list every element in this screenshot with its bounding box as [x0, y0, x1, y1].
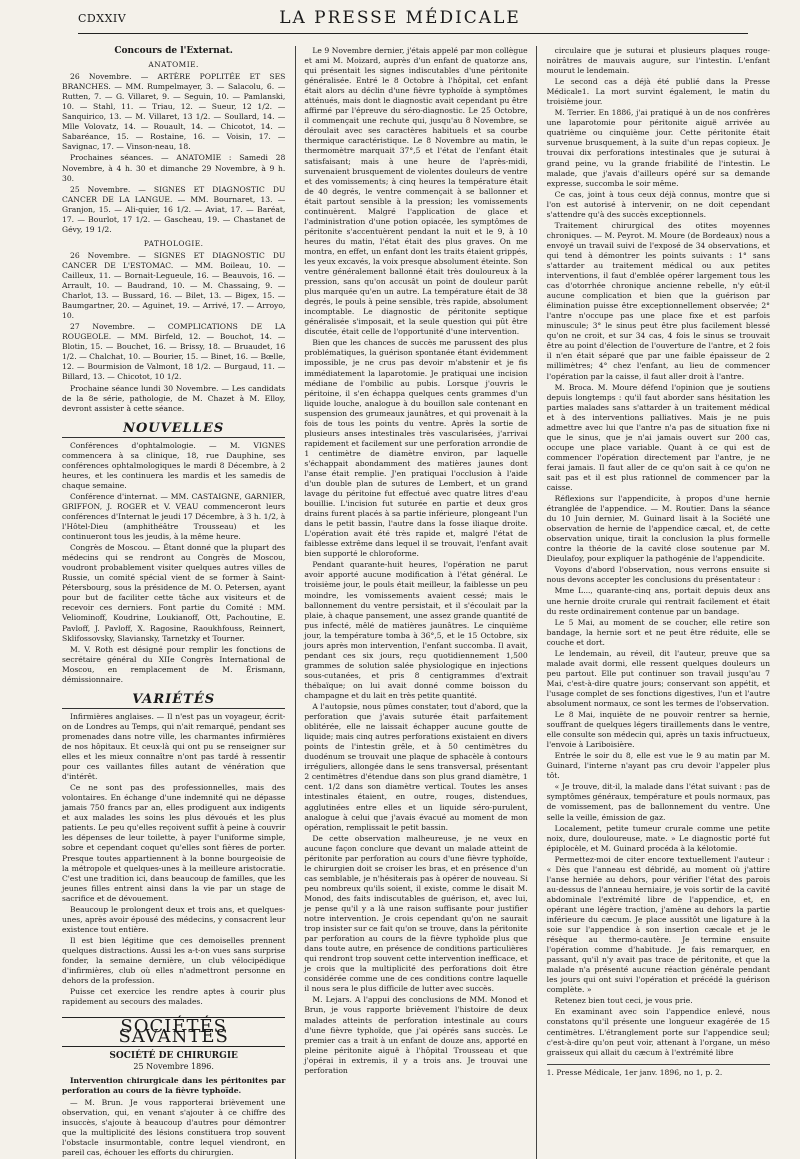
societes-savantes-heading: SOCIÉTÉS SAVANTES: [62, 1017, 285, 1047]
appendicite-para: Réflexions sur l'appendicite, à propos d'une hernie étranglée de l'appendice. — M. Routier. Dans la séance du 10 Juin dernier, M. Guinard lisait à la Société une observation de hernie de l'appendice cæcal, et, de cette observation unique, tirait la conclusion la plus formelle contre la théorie de la cavité close soutenue par M. Dieulafoy, pour expliquer la pathogénie de l'appendicite.: [546, 494, 770, 564]
news-congres-moscou: Congrès de Moscou. — Étant donné que la plupart des médecins qui se rendront au Congrès de Moscou, voudront probablement visiter quelques autres villes de Russie, un comité spécial vient de se former à Saint-Pétersbourg, sous la présidence de M. O. Petersen, ayant pour but de faciliter cette tâche aux visiteurs et de recevoir ces derniers. Font partie du Comité : MM. Veliominoff, Koudrine, Loukianoff, Ott, Pachoutine, E. Pavloff, J. Pavloff, X. Ragosine, Raoukhfouss, Reinnert, Sklifossovsky, Slaviansky, Tarnetzky et Tourner.: [62, 543, 286, 643]
varietes-para-1: Infirmières anglaises. — Il n'est pas un voyageur, écrit-on de Londres au Temps, qui n'ait remarqué, pendant ses promenades dans notre ville, les charmantes infirmières de nos hôpitaux. Et ceux-là qui ont pu se renseigner sur elles et les mieux connaître n'ont pas tardé à ressentir pour ces vaillantes filles autant de vénération que d'intérêt.: [62, 711, 286, 782]
intervention-heading: Intervention chirurgicale dans les péritonites par perforation au cours de la fièvre typhoïde.: [62, 1076, 286, 1096]
broca-para: M. Broca. M. Moure défend l'opinion que je soutiens depuis longtemps : qu'il faut aborder sans hésitation les parties malades sans s'attarder à un traitement médical et à des interventions palliatives. Mais je ne puis admettre avec lui que l'antre n'a pas de situation fixe ni que le sinus, que je n'ai jamais ouvert sur 200 cas, occupe une place variable. Quant à ce qui est de commencer l'opération directement par l'antre, je ne ferai jamais. Il faut aller de ce qu'on sait à ce qu'on ne sait pas et il est plus rationnel de commencer par la caisse.: [546, 382, 770, 493]
pathologie-heading: PATHOLOGIE.: [143, 238, 204, 248]
lejars-continued: circulaire que je suturai et plusieurs plaques rouge-noirâtres de mauvais augure, sur l'intestin. L'enfant mourut le lendemain.: [546, 46, 770, 76]
pathologie-results-27: 27 Novembre. — COMPLICATIONS DE LA ROUGEOLE. — MM. Birfeld, 12. — Bouchot, 14. — Blotin, 15. — Bouchet, 16. — Brissy, 18. — Bruaudet, 16 1/2. — Chalchat, 10. — Bourier, 15. — Binet, 16. — Bœlle, 12. — Bourmision de Valmont, 18 1/2. — Burgaud, 11. — Billard, 13. — Chicotot, 10 1/2.: [62, 322, 286, 382]
header-rule: [78, 33, 748, 34]
session-date: 25 Novembre 1896.: [133, 1062, 214, 1072]
observation-quote-1: « Je trouve, dit-il, la malade dans l'état suivant : pas de symptômes généraux, température et pouls normaux, pas de vomissement, pas de ballonnement du ventre. Une selle la veille, émission de gaz.: [546, 782, 770, 822]
brun-conclusion-para: De cette observation malheureuse, je ne veux en aucune façon conclure que devant un malade atteint de péritonite par perforation au cours d'une fièvre typhoïde, le chirurgien doit se croiser les bras, et en présence d'un cas semblable, je n'hésiterais pas à opérer de nouveau. Si peu nombreux qu'ils soient, il existe, comme le disait M. Monod, des faits indiscutables de guérison, et, avec lui, je pense qu'il y a là une raison suffisante pour justifier notre intervention. Je crois cependant qu'on ne saurait trop insister sur ce fait qu'on se trouve, dans la péritonite par perforation au cours de la fièvre typhoïde plus que dans toute autre, en présence de conditions particulières qui rendront trop souvent cette intervention inefficace, et je crois que la multiplicité des perforations doit être considérée comme une de ces conditions contre laquelle il nous sera le plus difficile de lutter avec succès.: [304, 833, 528, 994]
anatomie-heading: ANATOMIE.: [148, 60, 199, 70]
varietes-heading: VARIÉTÉS: [62, 695, 285, 709]
brun-case-para-3: Pendant quarante-huit heures, l'opération ne parut avoir apporté aucune modification à l'état général. Le troisième jour, le pouls était meilleur, la faiblesse un peu moindre, les vomissements avaient cessé; mais le ballonnement du ventre persistait, et il s'écoulait par la plaie, à chaque pansement, une assez grande quantité de pus infecté, mêlé de matières jaunâtres. Le cinquième jour, la température tomba à 36°,5, et le 15 Octobre, six jours après mon intervention, l'enfant succomba. Il avait, pendant ces six jours, reçu quotidiennement 1,500 grammes de solution salée physiologique en injections sous-cutanées, et pris 8 centigrammes d'extrait thébaïque; on lui avait donné comme boisson du champagne et du lait en très petite quantité.: [304, 560, 528, 700]
observation-para-3: Le lendemain, au réveil, dit l'auteur, preuve que sa malade avait dormi, elle ressent quelques douleurs un peu partout. Elle put continuer son travail jusqu'au 7 Mai, c'est-à-dire quatre jours; conservant son appétit, et l'usage complet de ses fonctions digestives, l'un et l'autre absolument normaux, ce sont les termes de l'observation.: [546, 648, 770, 708]
concours-heading: Concours de l'Externat.: [114, 46, 233, 56]
observation-para-2: Le 5 Mai, au moment de se coucher, elle retire son bandage, la hernie sort et ne peut être réduite, elle se couche et dort.: [546, 617, 770, 647]
text-columns: [62, 46, 770, 1159]
column-left: [62, 46, 285, 1159]
observation-para-5: Entrée le soir du 8, elle est vue le 9 au matin par M. Guinard, l'interne n'ayant pas cru devoir l'appeler plus tôt.: [546, 751, 770, 781]
column-right: [547, 46, 770, 1159]
otites-para: Traitement chirurgical des otites moyennes chroniques. — M. Peyrot. M. Moure (de Bordeaux) nous a envoyé un travail suivi de l'exposé de 34 observations, et qui tend à démontrer les points suivants : 1° sans s'attarder au traitement médical ou aux petites interventions, il faut d'emblée opérer largement tous les cas d'otorrhée chronique ancienne rebelle, n'y eût-il aucune complication et bien que la guérison par élimination puisse être exceptionnellement observée; 2° l'antre n'occupe pas une place fixe et est parfois minuscule; 3° le sinus peut être plus facilement blessé qu'on ne croit, et sur 34 cas, 4 fois le sinus se trouvait être au point d'élection de l'ouverture de l'antre, et 2 fois il n'en était séparé que par une faible épaisseur de 2 millimètres; 4° chez l'enfant, au lieu de commencer l'opération par la caisse, il faut aller droit à l'antre.: [546, 220, 770, 381]
nouvelles-heading: NOUVELLES: [62, 424, 285, 438]
news-roth-secretaire: M. V. Roth est désigné pour remplir les fonctions de secrétaire général du XIIe Congrès International de Moscou, en remplacement de M. Érismann, démissionnaire.: [62, 644, 286, 684]
pathologie-next-session: Prochaine séance lundi 30 Novembre. — Les candidats de la 8e série, pathologie, de M. Chazet à M. Elloy, devront assister à cette séance.: [62, 383, 286, 413]
varietes-para-2: Ce ne sont pas des professionnelles, mais des volontaires. En échange d'une indemnité qui ne dépasse jamais 750 francs par an, elles prodiguent aux indigents et aux malades les soins les plus dévoués et les plus patients. Le peu qu'elles reçoivent suffit à peine à couvrir les dépenses de leur toilette, à payer l'uniforme simple, sobre et cependant coquet qu'elles sont fières de porter. Presque toutes appartiennent à la bonne bourgeoisie de la métropole et quelques-unes à la meilleure aristocratie. C'est une tradition ici, dans beaucoup de familles, que les jeunes filles entrent ainsi dans la vie par un stage de sacrifice et de dévouement.: [62, 783, 286, 903]
footnote: 1. Presse Médicale, 1er janv. 1896, no 1, p. 2.: [547, 1064, 770, 1078]
news-internat: Conférence d'internat. — MM. CASTAIGNE, GARNIER, GRIFFON, J. ROGER et V. VEAU commenceront leurs conférences d'Internat le jeudi 17 Décembre, à 3 h. 1/2, à l'Hôtel-Dieu (amphithéâtre Trousseau) et les continueront tous les jeudis, à la même heure.: [62, 491, 286, 542]
observation-quote-2: Localement, petite tumeur crurale comme une petite noix, dure, douloureuse, mate. » Le diagnostic porté fut épiplocèle, et M. Guinard procéda à la kélotomie.: [546, 823, 770, 853]
anatomie-results: 26 Novembre. — ARTÈRE POPLITÉE ET SES BRANCHES. — MM. Rumpelmayer, 3. — Salacolu, 6. — Rutten, 7. — G. Villaret, 9. — Seguin, 10. — Pamlanski, 10. — Stahl, 11. — Triau, 12. — Sueur, 12 1/2. — Sanquirico, 13. — M. Villaret, 13 1/2. — Soullard, 14. — Mlle Volovatz, 14. — Rouault, 14. — Chicotot, 14. — Sabaréance, 15. — Rostaine, 16. — Voisin, 17. — Savignac, 17. — Vinson-neau, 18.: [62, 72, 286, 152]
page-folio: CDXXIV: [78, 12, 127, 25]
observation-para-1: Mme L..., quarante-cinq ans, portait depuis deux ans une hernie droite crurale qui rentrait facilement et était du reste ordinairement contenue par un bandage.: [546, 586, 770, 616]
terrier-para: M. Terrier. En 1886, j'ai pratiqué à un de nos confrères une laparotomie pour péritonite aiguë arrivée au quatrième ou cinquième jour. Cette péritonite était survenue brusquement, à la suite d'un repas copieux. Je trouvai dix perforations intestinales que je suturai à grand peine, vu la grande friabilité de l'intestin. Le malade, que j'avais d'ailleurs opéré sur sa demande expresse, succomba le soir même.: [546, 108, 770, 188]
observation-remark: Retenez bien tout ceci, je vous prie.: [554, 996, 693, 1006]
pathologie-results: 26 Novembre. — SIGNES ET DIAGNOSTIC DU CANCER DE L'ESTOMAC. — MM. Boileau, 10. — Cailleux, 11. — Bornait-Legueule, 16. — Beauvois, 16. — Arrault, 10. — Baudrand, 10. — M. Chassaing, 9. — Charlot, 13. — Bussard, 16. — Bilet, 13. — Bigex, 15. — Baumgartner, 20. — Aguinet, 19. — Arrivé, 17. — Arroyo, 10.: [62, 250, 286, 321]
journal-title: LA PRESSE MÉDICALE: [279, 8, 521, 28]
observation-quote-3: Permettez-moi de citer encore textuellement l'auteur : « Dès que l'anneau est débridé, au moment où j'attire l'anse herniée au dehors, pour vérifier l'état des parois au-dessus de l'anneau herniaire, je vois sortir de la cavité abdominale l'extrémité libre de l'appendice, et, en opérant une légère traction, j'amène au dehors la partie inférieure du cæcum. Je place aussitôt une ligature à la soie sur l'appendice à son insertion cæcale et je le résèque au thermo-cautère. Je termine ensuite l'opération comme d'habitude. Je fais remarquer, en passant, qu'il n'y avait pas trace de péritonite, et que la malade n'a présenté aucune réaction générale pendant les jours qui ont suivi l'opération et précédé la guérison complète. »: [546, 854, 770, 995]
appendix-exam-para: En examinant avec soin l'appendice enlevé, nous constatons qu'il présente une longueur exagérée de 15 centimètres. L'étranglement porte sur l'appendice seul; c'est-à-dire qu'on peut voir, attenant à l'organe, un méso graisseux qui allait du cæcum à l'extrémité libre: [546, 1007, 770, 1057]
varietes-para-5: Puisse cet exercice les rendre aptes à courir plus rapidement au secours des malades.: [62, 987, 286, 1007]
running-header: [22, 0, 778, 40]
brun-autopsy-para: A l'autopsie, nous pûmes constater, tout d'abord, que la perforation que j'avais suturée était parfaitement oblitérée, elle ne laissait échapper aucune goutte de liquide; mais cinq autres perforations existaient en divers points de l'intestin grêle, et à 50 centimètres du duodénum se trouvait une plaque de sphacèle à contours irréguliers, allongée dans le sens transversal, présentant 2 centimètres d'étendue dans son plus grand diamètre, 1 cent. 1/2 dans son diamètre vertical. Toutes les anses intestinales étaient, en outre, rouges, distendues, agglutinées entre elles et un liquide séro-purulent, analogue à celui que j'avais évacué au moment de mon opération, remplissait le petit bassin.: [304, 702, 528, 832]
lejars-para: M. Lejars. A l'appui des conclusions de MM. Monod et Brun, je vous rapporte brièvement l'histoire de deux malades atteints de perforation intestinale au cours d'une fièvre typhoïde, que j'ai opérés sans succès. Le premier cas a trait à un enfant de douze ans, apporté en pleine péritonite aiguë à l'hôpital Trousseau et que j'opérai in extremis, il y a trois ans. Je trouvai une perforation: [304, 995, 528, 1075]
lejars-second-case: Le second cas a déjà été publié dans la Presse Médicale1. La mort survint également, le matin du troisième jour.: [546, 77, 770, 107]
varietes-para-3: Beaucoup le prolongent deux et trois ans, et quelques-unes, après avoir épousé des médecins, y consacrent leur existence tout entière.: [62, 904, 286, 934]
anatomie-next-sessions: Prochaines séances. — ANATOMIE : Samedi 28 Novembre, à 4 h. 30 et dimanche 29 Novembre, à 9 h. 30.: [62, 153, 286, 183]
varietes-para-4: Il est bien légitime que ces demoiselles prennent quelques distractions. Aussi les a-t-on vues sans surprise fonder, la semaine dernière, un club vélocipédique d'infirmières, club où elles n'admettront personne en dehors de la profession.: [62, 935, 286, 986]
societe-chirurgie-heading: SOCIÉTÉ DE CHIRURGIE: [109, 1051, 238, 1062]
news-ophtalmologie: Conférences d'ophtalmologie. — M. VIGNES commencera à sa clinique, 18, rue Dauphine, ses conférences ophtalmologiques le mardi 8 Décembre, à 2 heures, et les continuera les mardis et les samedis de chaque semaine.: [62, 440, 286, 490]
intervention-text: — M. Brun. Je vous rapporterai brièvement une observation, qui, en venant s'ajouter à ce chiffre des insuccès, s'ajoute à beaucoup d'autres pour démontrer que la multiplicité des lésions constituera trop souvent l'obstacle insurmontable, contre lequel viendront, en pareil cas, échouer les efforts du chirurgien.: [62, 1097, 286, 1157]
brun-case-para-2: Bien que les chances de succès me parussent des plus problématiques, la guérison spontanée étant évidemment impossible, je ne crus pas devoir m'abstenir et je fis immédiatement la laparotomie. Je pratiquai une incision médiane de l'ombilic au pubis. Lorsque j'ouvris le péritoine, il s'en échappa quelques cents grammes d'un liquide louche, analogue à du bouillon sale contenant en suspension des grumeaux jaunâtres, et qui provenait à la fois de tous les points du ventre. Après la sortie de plusieurs anses intestinales très vascularisées, j'arrivai rapidement et facilement sur une perforation arrondie de 1 centimètre de diamètre environ, par laquelle s'échappait abondamment des matières jaunes dont l'anse était remplie. J'en pratiquai l'occlusion à l'aide d'un double plan de sutures de Lembert, et un grand lavage du péritoine fut effectué avec quatre litres d'eau bouillie. L'incision fut suturée en partie et deux gros drains furent placés à sa partie inférieure, plongeant l'un dans le petit bassin, l'autre dans la fosse iliaque droite. L'opération avait été très rapide et, malgré l'état de faiblesse extrême dans lequel il se trouvait, l'enfant avait bien supporté le chloroforme.: [304, 338, 528, 559]
column-middle: [295, 46, 536, 1159]
anatomie-results-25: 25 Novembre. — SIGNES ET DIAGNOSTIC DU CANCER DE LA LANGUE. — MM. Bournaret, 13. — Granjon, 15. — Ali-quier, 16 1/2. — Aviat, 17. — Baréat, 17. — Bourlot, 17 1/2. — Gascheau, 19. — Chastanet de Gévy, 19 1/2.: [62, 184, 286, 234]
observation-para-4: Le 8 Mai, inquiète de ne pouvoir rentrer sa hernie, souffrant de quelques légers tiraillements dans le ventre, elle consulte son médecin qui, après un taxis infructueux, l'envoie à Lariboisière.: [546, 710, 770, 750]
terrier-conclusion: Ce cas, joint à tous ceux déjà connus, montre que si l'on est autorisé à intervenir, on ne doit cependant s'attendre qu'à des succès exceptionnels.: [546, 189, 770, 219]
brun-case-para-1: Le 9 Novembre dernier, j'étais appelé par mon collègue et ami M. Moizard, auprès d'un enfant de quatorze ans, qui présentait les signes indiscutables d'une péritonite généralisée. Entré le 8 Octobre à l'hôpital, cet enfant était alors au déclin d'une fièvre typhoïde à symptômes atténués, mais dont le diagnostic avait cependant pu être affirmé par l'épreuve du séro-diagnostic. Le 25 Octobre, il commençait une rechute qui, jusqu'au 8 Novembre, se déroulait avec ses caractères habituels et sa courbe thermique caractéristique. Le 8 Novembre au matin, le thermomètre marquait 37°,5 et l'état de l'enfant était satisfaisant; mais à une heure de l'après-midi, survenaient brusquement de violentes douleurs de ventre et des vomissements; à cinq heures la température était de 40 degrés, le ventre commençait à se ballonner et était partout sensible à la pression; les vomissements continuèrent. Malgré l'application de glace et l'administration d'une potion opiacée, les symptômes de péritonite s'accentuèrent pendant la nuit et le 9, à 10 heures du matin, l'état était des plus graves. On me montra, en effet, un enfant dont les traits étaient grippés, les yeux excavés, la voix presque absolument éteinte. Son ventre généralement ballonné était très douloureux à la pression, sans qu'on accusât un point de douleur parût plus marquée qu'en un autre. La température était de 38 degrés, le pouls à peine sensible, très rapide, absolument incomptable. Le diagnostic de péritonite septique généralisée s'imposait, et la seule question qui pût être discutée, était celle de l'opportunité d'une intervention.: [304, 46, 528, 337]
observation-intro: Voyons d'abord l'observation, nous verrons ensuite si nous devons accepter les conclusions du présentateur :: [546, 565, 770, 585]
